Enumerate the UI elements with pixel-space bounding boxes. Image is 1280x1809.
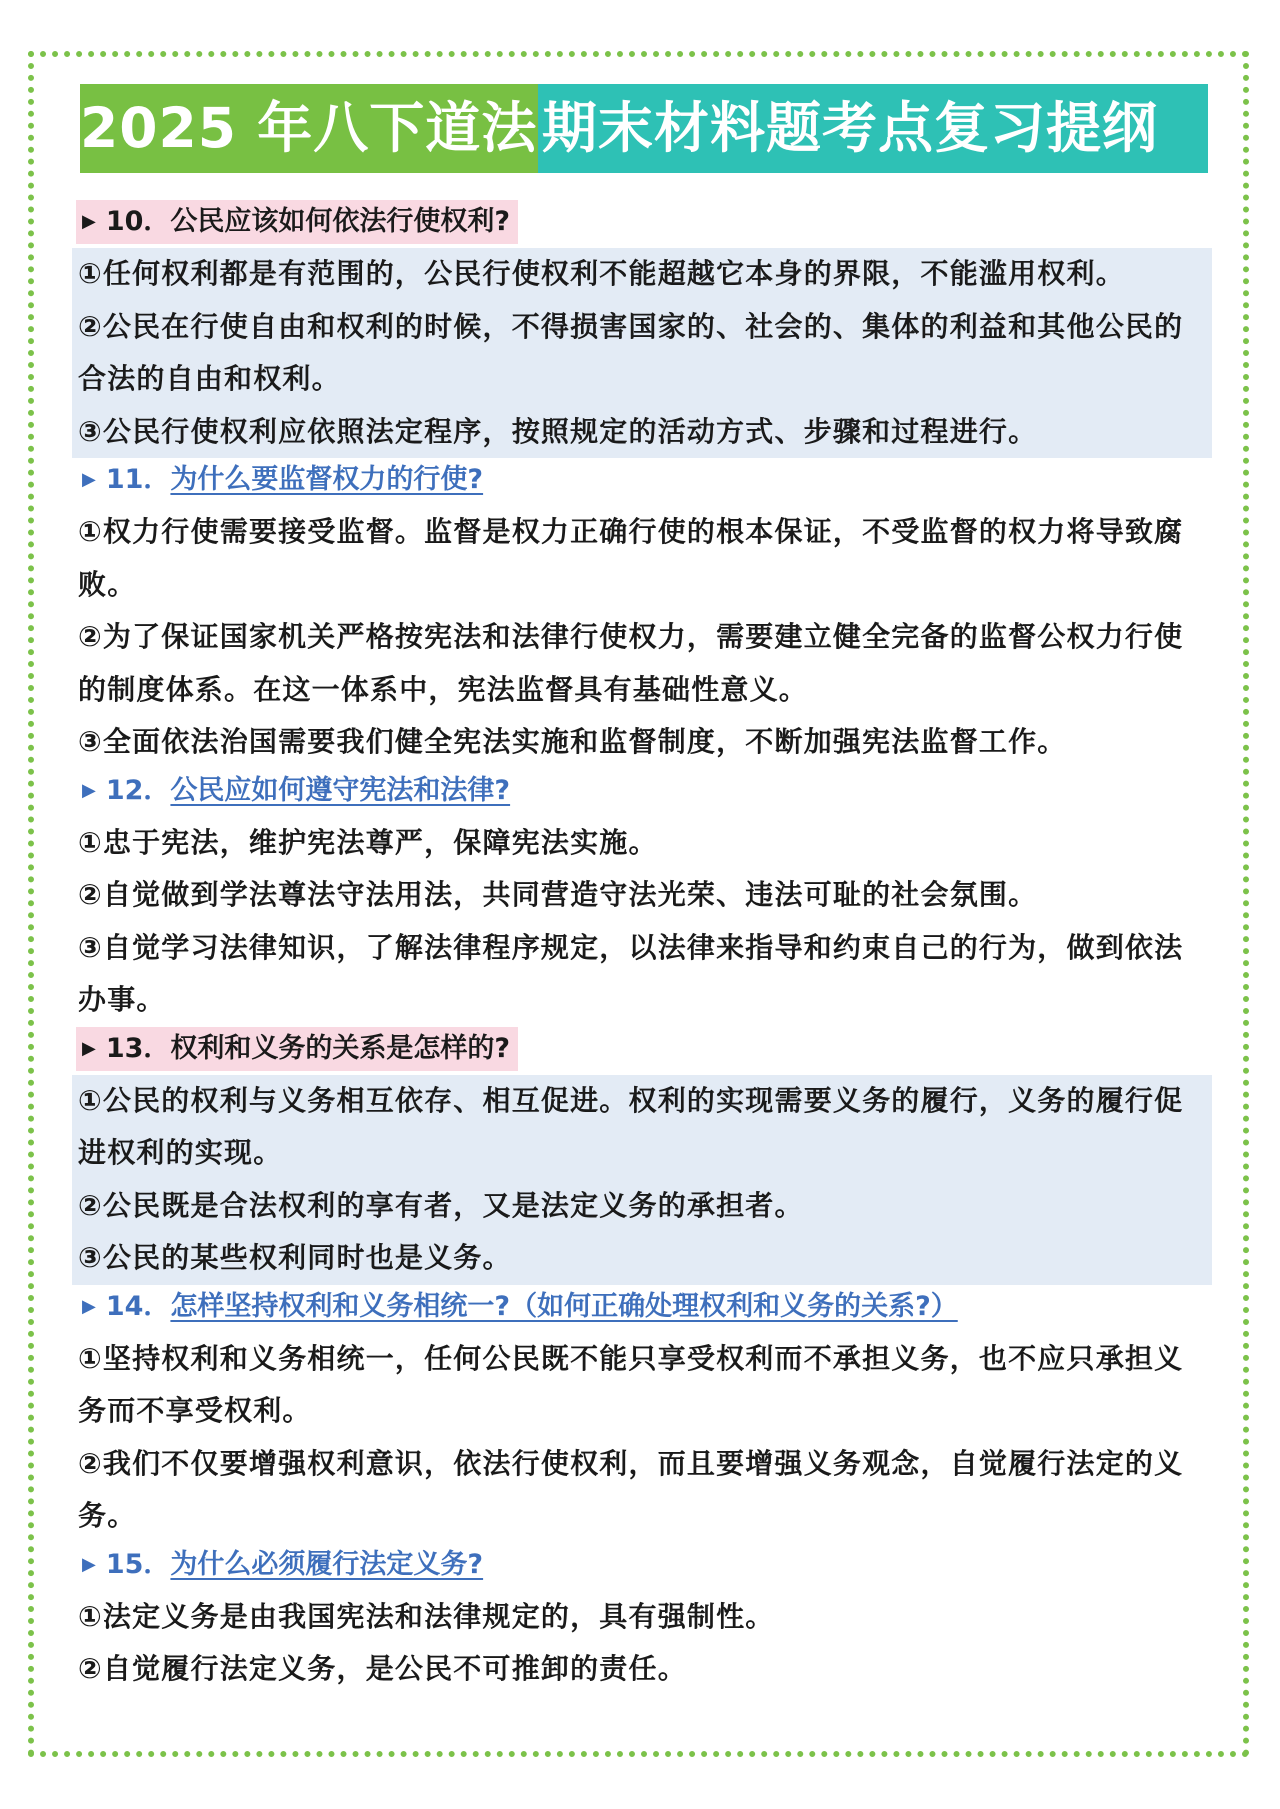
question-text: 公民应如何遵守宪法和法律? [170,774,511,806]
question-text: 10．公民应该如何依法行使权利? [105,206,511,237]
answer-block [72,1591,1212,1696]
answer-item: ①坚持权利和义务相统一，任何公民既不能只享受权利而不承担义务，也不应只承担义务而不享受权利。 [78,1341,1184,1427]
triangle-bullet-icon: ▶ [82,1553,96,1575]
answer-item: ②我们不仅要增强权利意识，依法行使权利，而且要增强义务观念，自觉履行法定的义务。 [78,1446,1184,1532]
question-number: 11． [105,464,171,495]
question-text: 为什么必须履行法定义务? [170,1548,484,1580]
question-text: 13．权利和义务的关系是怎样的? [105,1032,511,1064]
question-number: 14． [105,1290,171,1322]
triangle-bullet-icon: ▶ [82,469,96,490]
triangle-bullet-icon: ▶ [82,779,96,801]
section-14 [72,1285,1212,1543]
answer-item: ③自觉学习法律知识，了解法律程序规定，以法律来指导和约束自己的行为，做到依法办事。 [78,930,1184,1016]
answer-item: ①公民的权利与义务相互依存、相互促进。权利的实现需要义务的履行，义务的履行促进权利的实现。 [78,1083,1184,1169]
answer-item: ③公民行使权利应依照法定程序，按照规定的活动方式、步骤和过程进行。 [78,414,1038,448]
answer-block [72,1333,1212,1543]
answer-item: ①权力行使需要接受监督。监督是权力正确行使的根本保证，不受监督的权力将导致腐败。 [78,515,1184,601]
question-heading [76,1027,518,1071]
question-heading [76,1285,966,1329]
outline-content [72,200,1212,1696]
triangle-bullet-icon: ▶ [82,1295,96,1317]
answer-item: ②自觉做到学法尊法守法用法，共同营造守法光荣、违法可耻的社会氛围。 [78,878,1038,911]
question-heading [76,769,518,813]
question-number: 15． [105,1548,171,1580]
answer-item: ③全面依法治国需要我们健全宪法实施和监督制度，不断加强宪法监督工作。 [78,725,1067,758]
section-15 [72,1543,1212,1696]
answer-item: ②自觉履行法定义务，是公民不可推卸的责任。 [78,1652,687,1685]
answer-item: ①法定义务是由我国宪法和法律规定的，具有强制性。 [78,1599,775,1633]
question-text: 怎样坚持权利和义务相统一?（如何正确处理权利和义务的关系?） [170,1290,958,1322]
answer-item: ③公民的某些权利同时也是义务。 [78,1241,512,1274]
page-title [80,84,1208,173]
question-number: 12． [105,774,171,806]
answer-item: ①忠于宪法，维护宪法尊严，保障宪法实施。 [78,825,658,859]
question-heading [76,1543,491,1587]
section-12 [72,769,1212,1027]
answer-block [72,506,1212,769]
section-11 [72,458,1212,769]
question-heading [76,458,491,502]
triangle-bullet-icon: ▶ [82,1037,96,1059]
title-part-teal: 期末材料题考点复习提纲 [538,84,1208,173]
answer-block [72,817,1212,1027]
question-text: 为什么要监督权力的行使? [170,464,484,495]
answer-item: ②为了保证国家机关严格按宪法和法律行使权力，需要建立健全完备的监督公权力行使的制度体系。在这一体系中，宪法监督具有基础性意义。 [78,620,1184,706]
title-part-green: 2025 年八下道法 [80,84,538,173]
answer-item: ①任何权利都是有范围的，公民行使权利不能超越它本身的界限，不能滥用权利。 [78,257,1125,290]
question-heading [76,200,518,244]
section-13 [72,1027,1212,1285]
answer-item: ②公民既是合法权利的享有者，又是法定义务的承担者。 [78,1188,804,1222]
section-10 [72,200,1212,458]
triangle-bullet-icon: ▶ [82,211,96,232]
answer-item: ②公民在行使自由和权利的时候，不得损害国家的、社会的、集体的利益和其他公民的合法的自由和权利。 [78,309,1184,395]
answer-block [72,248,1212,458]
answer-block [72,1075,1212,1285]
